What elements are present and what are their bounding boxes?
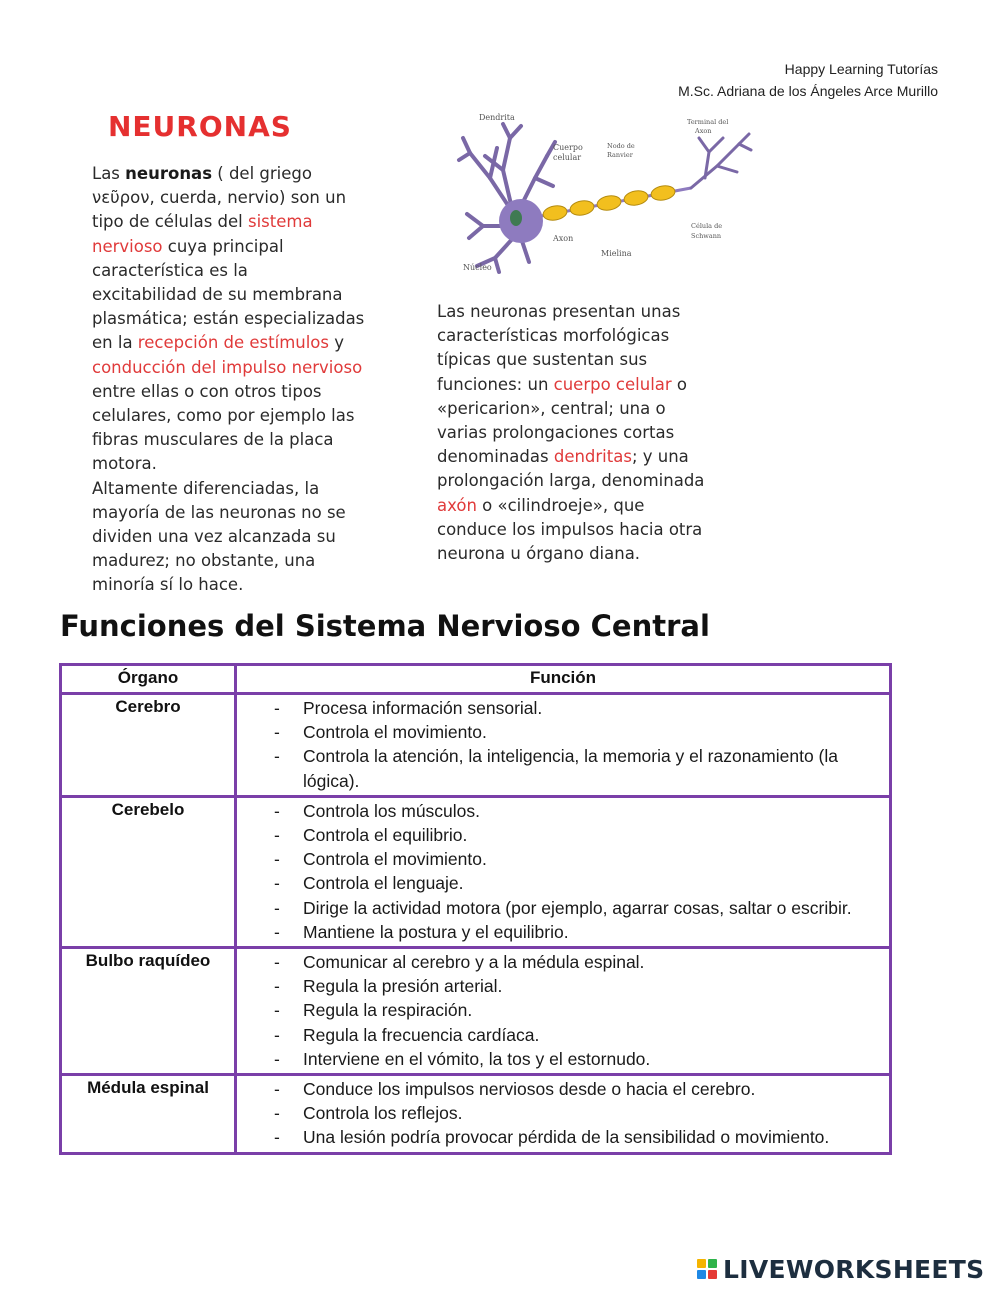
function-item: - Regula la respiración. — [237, 998, 883, 1022]
label-nucleo: Núcleo — [463, 263, 492, 272]
label-mielina: Mielina — [601, 249, 632, 258]
logo-mark-square — [708, 1270, 717, 1279]
text-segment: denominadas — [437, 447, 554, 467]
right-line — [437, 348, 737, 372]
label-cuerpo: Cuerpo — [553, 143, 583, 152]
text-segment: fibras musculares de la placa — [92, 430, 334, 450]
logo-mark-square — [697, 1270, 706, 1279]
right-line — [437, 300, 737, 324]
text-segment: o «cilindroeje», que — [476, 495, 645, 515]
text-segment: madurez; no obstante, una — [92, 551, 316, 571]
text-segment: en la — [92, 333, 138, 353]
text-segment: motora. — [92, 454, 157, 474]
function-item: - Regula la presión arterial. — [237, 974, 883, 998]
functions-table — [59, 663, 892, 1155]
function-list — [237, 799, 883, 944]
header-organ: Órgano — [61, 665, 236, 694]
text-segment: mayoría de las neuronas no se — [92, 502, 346, 522]
left-line — [92, 380, 402, 404]
neuron-diagram-svg — [455, 108, 755, 278]
logo-mark-square — [708, 1259, 717, 1268]
function-cell — [236, 1075, 891, 1154]
text-segment: conduce los impulsos hacia otra — [437, 519, 703, 539]
function-item: - Controla el movimiento. — [237, 847, 883, 871]
function-item: - Controla el movimiento. — [237, 720, 883, 744]
right-line — [437, 445, 737, 469]
function-cell — [236, 948, 891, 1075]
label-nodo: Nodo de — [607, 142, 635, 150]
logo-text: LIVEWORKSHEETS — [723, 1254, 985, 1284]
text-segment: característica es la — [92, 260, 248, 280]
text-segment: celulares, como por ejemplo las — [92, 406, 355, 426]
left-line — [92, 210, 402, 234]
function-item: - Regula la frecuencia cardíaca. — [237, 1023, 883, 1047]
label-schwann: Schwann — [691, 232, 722, 240]
text-segment: funciones: un — [437, 374, 554, 394]
text-segment: características morfológicas — [437, 326, 670, 346]
text-segment: y — [329, 333, 345, 353]
highlighted-term: sistema — [248, 212, 313, 232]
table-row — [61, 694, 891, 797]
text-segment: entre ellas o con otros tipos — [92, 381, 322, 401]
highlighted-term: cuerpo celular — [553, 374, 672, 394]
text-segment: Las neuronas presentan unas — [437, 302, 681, 321]
neuron-diagram — [455, 108, 755, 278]
left-line — [92, 525, 402, 549]
right-line — [437, 421, 737, 445]
text-segment: Las — [92, 164, 126, 183]
left-line — [92, 162, 402, 186]
left-line — [92, 501, 402, 525]
label-terminal-axon: Axon — [695, 127, 712, 135]
left-line — [92, 186, 402, 210]
function-item: - Conduce los impulsos nerviosos desde o hacia el cerebro. — [237, 1077, 883, 1101]
function-item: - Controla la atención, la inteligencia, la memoria y el razonamiento (la lógica). — [237, 744, 883, 792]
header-line-2: M.Sc. Adriana de los Ángeles Arce Murillo — [678, 83, 938, 99]
right-line — [437, 518, 737, 542]
label-terminal: Terminal del — [687, 118, 729, 126]
text-segment: νεῦρον, cuerda, nervio) son un — [92, 188, 347, 208]
function-cell — [236, 694, 891, 797]
left-line — [92, 573, 402, 597]
right-line — [437, 397, 737, 421]
left-line — [92, 307, 402, 331]
neuronas-left-paragraph — [92, 162, 402, 598]
left-line — [92, 283, 402, 307]
dendrites — [459, 124, 555, 272]
left-line — [92, 452, 402, 476]
table-row — [61, 1075, 891, 1154]
function-list — [237, 1077, 883, 1150]
text-segment: plasmática; están especializadas — [92, 309, 365, 329]
label-celula-de: Célula de — [691, 222, 723, 230]
logo-mark-icon — [697, 1259, 717, 1279]
left-line — [92, 259, 402, 283]
organ-cell: Cerebelo — [61, 796, 236, 947]
axon-terminal — [691, 134, 751, 188]
text-segment: cuya principal — [162, 236, 284, 256]
function-item: - Controla el equilibrio. — [237, 823, 883, 847]
highlighted-term: dendritas — [553, 447, 632, 467]
text-segment: Altamente diferenciadas, la — [92, 478, 320, 498]
left-line — [92, 404, 402, 428]
text-segment: neurona u órgano diana. — [437, 544, 641, 564]
nucleus — [510, 210, 522, 226]
left-line — [92, 235, 402, 259]
organ-cell: Bulbo raquídeo — [61, 948, 236, 1075]
highlighted-term: recepción de estímulos — [137, 333, 329, 353]
label-ranvier: Ranvier — [607, 151, 633, 159]
header-credits — [678, 58, 938, 102]
function-item: - Controla los reflejos. — [237, 1101, 883, 1125]
function-cell — [236, 796, 891, 947]
myelin-sheath — [542, 184, 676, 222]
label-dendrita: Dendrita — [479, 113, 515, 122]
organ-cell: Cerebro — [61, 694, 236, 797]
right-line — [437, 324, 737, 348]
table-row — [61, 796, 891, 947]
section-title: Funciones del Sistema Nervioso Central — [60, 609, 710, 643]
function-item: - Procesa información sensorial. — [237, 696, 883, 720]
function-item: - Controla el lenguaje. — [237, 871, 883, 895]
left-line — [92, 549, 402, 573]
bold-term: neuronas — [125, 164, 213, 183]
function-item: - Controla los músculos. — [237, 799, 883, 823]
left-line — [92, 477, 402, 501]
function-item: - Una lesión podría provocar pérdida de la sensibilidad o movimiento. — [237, 1125, 883, 1149]
highlighted-term: axón — [437, 495, 477, 515]
neuronas-right-paragraph — [437, 300, 737, 566]
function-item: - Dirige la actividad motora (por ejemplo, agarrar cosas, saltar o escribir. — [237, 896, 883, 920]
liveworksheets-logo — [697, 1253, 984, 1285]
left-line — [92, 331, 402, 355]
right-line — [437, 373, 737, 397]
text-segment: o — [671, 374, 688, 394]
left-line — [92, 356, 402, 380]
label-axon: Axon — [553, 234, 574, 243]
right-line — [437, 469, 737, 493]
function-item: - Comunicar al cerebro y a la médula espinal. — [237, 950, 883, 974]
text-segment: prolongación larga, denominada — [437, 471, 705, 491]
left-line — [92, 428, 402, 452]
table-row — [61, 948, 891, 1075]
logo-mark-square — [697, 1259, 706, 1268]
text-segment: ; y una — [631, 447, 689, 467]
right-line — [437, 542, 737, 566]
text-segment: «pericarion», central; una o — [437, 398, 666, 418]
organ-cell: Médula espinal — [61, 1075, 236, 1154]
text-segment: dividen una vez alcanzada su — [92, 527, 336, 547]
function-item: - Mantiene la postura y el equilibrio. — [237, 920, 883, 944]
text-segment: típicas que sustentan sus — [437, 350, 648, 370]
label-celular: celular — [553, 153, 582, 162]
table-header-row — [61, 665, 891, 694]
text-segment: ( del griego — [212, 164, 312, 183]
text-segment: excitabilidad de su membrana — [92, 285, 343, 305]
table-body — [61, 694, 891, 1154]
function-list — [237, 696, 883, 793]
text-segment: tipo de células del — [92, 212, 248, 232]
function-list — [237, 950, 883, 1071]
text-segment: varias prolongaciones cortas — [437, 423, 675, 443]
text-segment: minoría sí lo hace. — [92, 575, 244, 595]
header-line-1: Happy Learning Tutorías — [784, 61, 938, 77]
neuronas-title: NEURONAS — [108, 110, 292, 143]
right-line — [437, 494, 737, 518]
header-function: Función — [236, 665, 891, 694]
function-item: - Interviene en el vómito, la tos y el estornudo. — [237, 1047, 883, 1071]
highlighted-term: conducción del impulso nervioso — [92, 357, 363, 377]
highlighted-term: nervioso — [92, 236, 163, 256]
